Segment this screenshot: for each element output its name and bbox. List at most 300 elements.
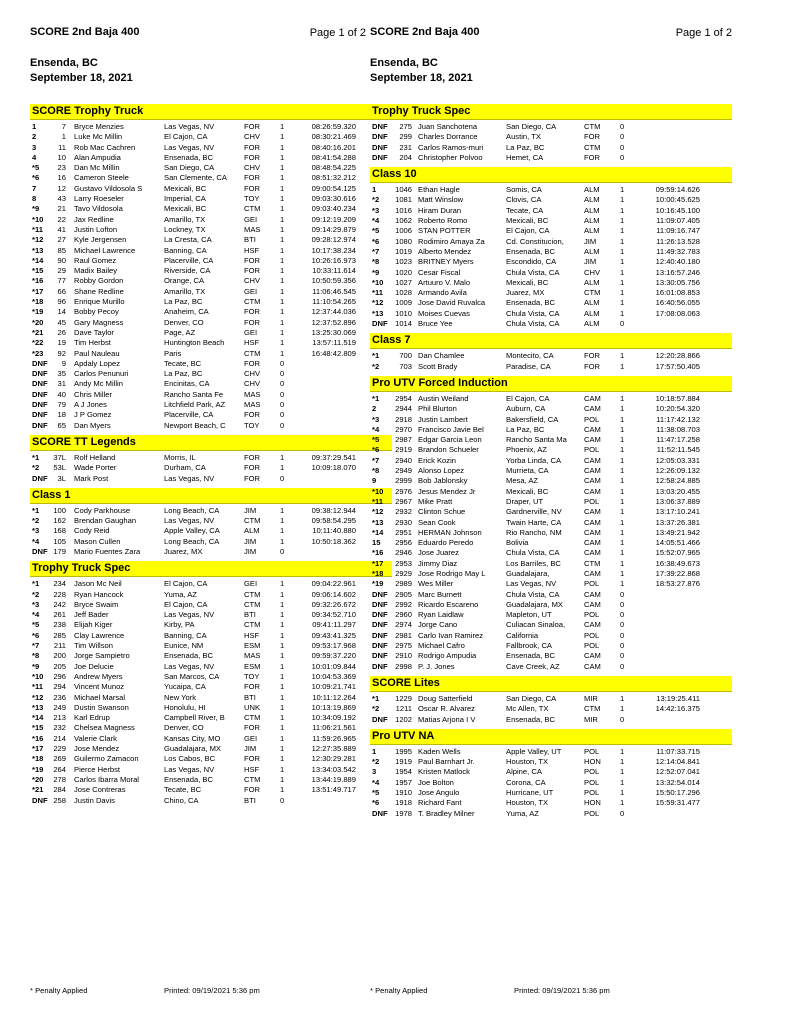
laps: 0 bbox=[280, 420, 285, 430]
vehicle-make: CAM bbox=[584, 404, 601, 414]
laps: 1 bbox=[280, 630, 285, 640]
laps: 1 bbox=[280, 516, 285, 526]
laps: 0 bbox=[620, 589, 625, 599]
laps: 1 bbox=[280, 224, 285, 234]
result-row bbox=[30, 744, 392, 754]
hometown: Austin, TX bbox=[506, 132, 541, 142]
result-row bbox=[370, 394, 732, 404]
elapsed-time: 14:42:16.375 bbox=[655, 704, 700, 714]
vehicle-make: ALM bbox=[584, 277, 600, 287]
laps: 1 bbox=[620, 414, 625, 424]
driver-name: J P Gomez bbox=[74, 410, 112, 420]
car-number: 11 bbox=[58, 142, 66, 152]
elapsed-time: 09:03:40.234 bbox=[311, 204, 356, 214]
vehicle-make: FOR bbox=[244, 682, 261, 692]
finish-position: *6 bbox=[372, 445, 380, 455]
car-number: 1046 bbox=[395, 185, 412, 195]
elapsed-time: 09:14:29.879 bbox=[311, 224, 356, 234]
result-row bbox=[370, 278, 732, 288]
hometown: Mexicali, BC bbox=[506, 277, 549, 287]
elapsed-time: 11:38:08.703 bbox=[656, 424, 700, 434]
driver-name: Dave Taylor bbox=[74, 327, 114, 337]
elapsed-time: 12:40:40.180 bbox=[655, 257, 700, 267]
vehicle-make: BTI bbox=[244, 795, 256, 805]
driver-name: Scott Brady bbox=[418, 361, 458, 371]
vehicle-make: ALM bbox=[584, 246, 600, 256]
finish-position: *1 bbox=[32, 505, 40, 515]
result-row bbox=[30, 276, 392, 286]
finish-position: *4 bbox=[372, 424, 380, 434]
finish-position: 2 bbox=[32, 132, 37, 142]
driver-name: Bobby Pecoy bbox=[74, 307, 119, 317]
finish-position: *14 bbox=[372, 527, 384, 537]
hometown: Escondido, CA bbox=[506, 257, 557, 267]
vehicle-make: POL bbox=[584, 496, 600, 506]
finish-position: *6 bbox=[372, 798, 380, 808]
result-row bbox=[370, 704, 732, 714]
elapsed-time: 11:59:26.965 bbox=[312, 733, 356, 743]
laps: 1 bbox=[280, 142, 285, 152]
driver-name: Paul Nauleau bbox=[74, 348, 120, 358]
result-row bbox=[370, 778, 732, 788]
vehicle-make: FOR bbox=[584, 152, 601, 162]
finish-position: *2 bbox=[372, 704, 380, 714]
hometown: Juarez, MX bbox=[506, 288, 545, 298]
hometown: Ensenada, BC bbox=[164, 651, 213, 661]
hometown: Encinitas, CA bbox=[164, 379, 210, 389]
vehicle-make: CAM bbox=[584, 393, 601, 403]
elapsed-time: 10:11:40.880 bbox=[312, 526, 356, 536]
car-number: 10 bbox=[57, 152, 66, 162]
result-row bbox=[30, 297, 392, 307]
elapsed-time: 10:26:16.973 bbox=[311, 255, 356, 265]
driver-name: Artuuro V. Malo bbox=[418, 277, 471, 287]
finish-position: *2 bbox=[372, 195, 380, 205]
hometown: El Cajon, CA bbox=[506, 393, 550, 403]
results-sections bbox=[30, 104, 392, 806]
elapsed-time: 13:03:20.455 bbox=[655, 486, 700, 496]
class-title: Class 7 bbox=[370, 333, 732, 349]
finish-position: *3 bbox=[372, 414, 380, 424]
hometown: Kirby, PA bbox=[164, 620, 195, 630]
finish-position: *16 bbox=[32, 276, 44, 286]
result-row bbox=[370, 631, 732, 641]
elapsed-time: 13:16:57.246 bbox=[655, 267, 700, 277]
vehicle-make: HON bbox=[584, 798, 601, 808]
elapsed-time: 09:37:29.541 bbox=[311, 452, 356, 462]
elapsed-time: 09:04:22.961 bbox=[311, 579, 356, 589]
driver-name: Mario Fuentes Zara bbox=[74, 546, 141, 556]
car-number: 2940 bbox=[395, 455, 412, 465]
elapsed-time: 11:06:46.545 bbox=[312, 286, 356, 296]
laps: 1 bbox=[280, 785, 285, 795]
car-number: 2953 bbox=[395, 558, 412, 568]
finish-position: *16 bbox=[372, 548, 384, 558]
finish-position: DNF bbox=[372, 319, 388, 329]
laps: 1 bbox=[620, 277, 625, 287]
result-row bbox=[370, 456, 732, 466]
laps: 1 bbox=[280, 723, 285, 733]
result-row bbox=[370, 528, 732, 538]
elapsed-time: 14:05:51.466 bbox=[655, 538, 700, 548]
elapsed-time: 10:20:54.320 bbox=[655, 404, 700, 414]
vehicle-make: HON bbox=[584, 757, 601, 767]
car-number: 29 bbox=[57, 266, 66, 276]
finish-position: DNF bbox=[372, 599, 388, 609]
vehicle-make: FOR bbox=[244, 152, 261, 162]
elapsed-time: 11:10:54.265 bbox=[312, 297, 356, 307]
car-number: 2949 bbox=[395, 466, 412, 476]
laps: 1 bbox=[280, 327, 285, 337]
laps: 1 bbox=[620, 404, 625, 414]
vehicle-make: FOR bbox=[244, 785, 261, 795]
driver-name: Cody Parkhouse bbox=[74, 505, 131, 515]
result-row bbox=[370, 415, 732, 425]
finish-position: *14 bbox=[32, 255, 44, 265]
finish-position: *6 bbox=[32, 173, 40, 183]
driver-name: Cesar Fiscal bbox=[418, 267, 461, 277]
car-number: 12 bbox=[57, 183, 66, 193]
vehicle-make: BTI bbox=[244, 610, 256, 620]
laps: 0 bbox=[620, 319, 625, 329]
driver-name: Doug Satterfield bbox=[418, 693, 473, 703]
finish-position: *12 bbox=[372, 298, 384, 308]
event-location: Ensenda, BC bbox=[30, 57, 98, 69]
elapsed-time: 09:43:41.325 bbox=[311, 630, 356, 640]
finish-position: *12 bbox=[32, 235, 44, 245]
car-number: 236 bbox=[53, 692, 66, 702]
elapsed-time: 08:48:54.225 bbox=[311, 163, 356, 173]
hometown: Campbell River, B bbox=[164, 713, 225, 723]
driver-name: Vincent Munoz bbox=[74, 682, 125, 692]
elapsed-time: 12:58:24.885 bbox=[655, 476, 700, 486]
elapsed-time: 10:16:45.100 bbox=[655, 205, 700, 215]
car-number: 2929 bbox=[395, 568, 412, 578]
result-row bbox=[30, 537, 392, 547]
driver-name: Dan Mc Millin bbox=[74, 163, 120, 173]
driver-name: Chelsea Magness bbox=[74, 723, 135, 733]
hometown: Las Vegas, NV bbox=[164, 610, 215, 620]
elapsed-time: 08:26:59.320 bbox=[311, 122, 356, 131]
driver-name: Rodrigo Ampudia bbox=[418, 651, 477, 661]
finish-position: *20 bbox=[32, 774, 44, 784]
hometown: Tecate, CA bbox=[506, 205, 544, 215]
car-number: 228 bbox=[53, 589, 66, 599]
finish-position: *1 bbox=[372, 351, 380, 361]
result-row bbox=[30, 390, 392, 400]
hometown: Chula Vista, CA bbox=[506, 548, 560, 558]
laps: 1 bbox=[620, 195, 625, 205]
car-number: 96 bbox=[57, 297, 66, 307]
hometown: Kansas City, MO bbox=[164, 733, 221, 743]
finish-position: DNF bbox=[372, 620, 388, 630]
driver-name: Carlos Ibarra Moral bbox=[74, 774, 139, 784]
laps: 1 bbox=[620, 798, 625, 808]
finish-position: *8 bbox=[372, 466, 380, 476]
finish-position: *16 bbox=[32, 733, 44, 743]
laps: 0 bbox=[620, 661, 625, 671]
laps: 1 bbox=[280, 255, 285, 265]
laps: 1 bbox=[620, 767, 625, 777]
car-number: 65 bbox=[57, 420, 66, 430]
laps: 0 bbox=[620, 620, 625, 630]
vehicle-make: CTM bbox=[584, 558, 601, 568]
car-number: 234 bbox=[53, 579, 66, 589]
hometown: Riverside, CA bbox=[164, 266, 211, 276]
finish-position: DNF bbox=[372, 589, 388, 599]
vehicle-make: FOR bbox=[244, 142, 261, 152]
hometown: Imperial, CA bbox=[164, 194, 206, 204]
vehicle-make: CTM bbox=[244, 599, 261, 609]
finish-position: DNF bbox=[372, 651, 388, 661]
car-number: 242 bbox=[53, 599, 66, 609]
hometown: Twain Harte, CA bbox=[506, 517, 562, 527]
hometown: Montecito, CA bbox=[506, 351, 554, 361]
car-number: 2905 bbox=[395, 589, 412, 599]
page-column-right bbox=[370, 0, 732, 819]
hometown: La Cresta, CA bbox=[164, 235, 212, 245]
finish-position: *6 bbox=[372, 236, 380, 246]
car-number: 43 bbox=[57, 194, 66, 204]
elapsed-time: 11:47:17.258 bbox=[656, 435, 700, 445]
result-row bbox=[370, 309, 732, 319]
hometown: Auburn, CA bbox=[506, 404, 546, 414]
result-row bbox=[370, 559, 732, 569]
laps: 1 bbox=[620, 558, 625, 568]
laps: 1 bbox=[280, 713, 285, 723]
finish-position: *2 bbox=[32, 463, 40, 473]
laps: 1 bbox=[620, 445, 625, 455]
vehicle-make: JIM bbox=[584, 257, 597, 267]
laps: 1 bbox=[620, 757, 625, 767]
driver-name: Wade Porter bbox=[74, 463, 117, 473]
hometown: Rio Rancho, NM bbox=[506, 527, 562, 537]
laps: 1 bbox=[620, 693, 625, 703]
result-row bbox=[370, 226, 732, 236]
result-row bbox=[30, 526, 392, 536]
hometown: Litchfield Park, AZ bbox=[164, 400, 226, 410]
finish-position: DNF bbox=[32, 473, 48, 483]
result-row bbox=[30, 754, 392, 764]
vehicle-make: CAM bbox=[584, 651, 601, 661]
elapsed-time: 10:01:09.844 bbox=[311, 661, 356, 671]
vehicle-make: FOR bbox=[244, 473, 261, 483]
laps: 1 bbox=[620, 788, 625, 798]
class-section bbox=[370, 729, 732, 819]
class-section bbox=[370, 333, 732, 372]
elapsed-time: 16:40:56.055 bbox=[655, 298, 700, 308]
result-row bbox=[30, 307, 392, 317]
hometown: Juarez, MX bbox=[164, 546, 203, 556]
driver-name: Paul Barnhart Jr. bbox=[418, 757, 475, 767]
car-number: 249 bbox=[53, 702, 66, 712]
hometown: Phoenix, AZ bbox=[506, 445, 547, 455]
car-number: 92 bbox=[57, 348, 66, 358]
elapsed-time: 13:25:30.069 bbox=[311, 327, 356, 337]
driver-name: Raul Gomez bbox=[74, 255, 117, 265]
driver-name: Justin Lambert bbox=[418, 414, 468, 424]
vehicle-make: FOR bbox=[244, 122, 261, 131]
elapsed-time: 17:57:50.405 bbox=[655, 361, 700, 371]
hometown: Long Beach, CA bbox=[164, 505, 220, 515]
hometown: Banning, CA bbox=[164, 630, 207, 640]
result-row bbox=[370, 216, 732, 226]
laps: 1 bbox=[280, 463, 285, 473]
car-number: 2974 bbox=[395, 620, 412, 630]
driver-name: Cameron Steele bbox=[74, 173, 129, 183]
finish-position: *5 bbox=[372, 226, 380, 236]
laps: 1 bbox=[280, 286, 285, 296]
result-row bbox=[370, 507, 732, 517]
hometown: Los Cabos, BC bbox=[164, 754, 216, 764]
vehicle-make: FOR bbox=[244, 266, 261, 276]
hometown: Anaheim, CA bbox=[164, 307, 209, 317]
car-number: 1019 bbox=[395, 246, 412, 256]
vehicle-make: BTI bbox=[244, 692, 256, 702]
hometown: San Diego, CA bbox=[506, 122, 557, 131]
driver-name: Joe Bolton bbox=[418, 777, 454, 787]
laps: 0 bbox=[280, 546, 285, 556]
driver-name: Francisco Javie Bel bbox=[418, 424, 484, 434]
vehicle-make: CAM bbox=[584, 620, 601, 630]
laps: 1 bbox=[280, 599, 285, 609]
vehicle-make: CTM bbox=[584, 704, 601, 714]
driver-name: Pierce Herbst bbox=[74, 764, 121, 774]
hometown: Gardnerville, NV bbox=[506, 507, 562, 517]
car-number: 45 bbox=[57, 317, 66, 327]
elapsed-time: 12:37:44.036 bbox=[311, 307, 356, 317]
car-number: 231 bbox=[399, 142, 412, 152]
hometown: Mexicali, BC bbox=[164, 204, 207, 214]
result-row bbox=[370, 247, 732, 257]
vehicle-make: POL bbox=[584, 777, 600, 787]
elapsed-time: 15:52:07.965 bbox=[655, 548, 700, 558]
elapsed-time: 12:14:04.841 bbox=[655, 757, 700, 767]
laps: 1 bbox=[280, 641, 285, 651]
car-number: 1020 bbox=[395, 267, 412, 277]
laps: 1 bbox=[620, 538, 625, 548]
laps: 0 bbox=[620, 651, 625, 661]
driver-name: Tim Herbst bbox=[74, 338, 111, 348]
elapsed-time: 13:06:37.889 bbox=[655, 496, 700, 506]
finish-position: *7 bbox=[372, 455, 380, 465]
laps: 1 bbox=[620, 455, 625, 465]
driver-name: Rodimiro Amaya Za bbox=[418, 236, 485, 246]
car-number: 2970 bbox=[395, 424, 412, 434]
vehicle-make: TOY bbox=[244, 671, 260, 681]
result-row bbox=[30, 287, 392, 297]
class-section bbox=[370, 167, 732, 329]
results-sections bbox=[370, 104, 732, 819]
hometown: Orange, CA bbox=[164, 276, 205, 286]
page-header bbox=[30, 0, 392, 100]
vehicle-make: FOR bbox=[244, 723, 261, 733]
laps: 0 bbox=[280, 410, 285, 420]
event-title: SCORE 2nd Baja 400 bbox=[30, 26, 140, 38]
laps: 0 bbox=[280, 795, 285, 805]
result-row bbox=[370, 641, 732, 651]
result-row bbox=[370, 185, 732, 195]
finish-position: *4 bbox=[372, 216, 380, 226]
finish-position: *4 bbox=[32, 536, 40, 546]
page-number: Page 1 of 2 bbox=[675, 27, 732, 39]
car-number: 2919 bbox=[395, 445, 412, 455]
driver-name: Tavo Vildosola bbox=[74, 204, 123, 214]
driver-name: Jose David Ruvalca bbox=[418, 298, 486, 308]
car-number: 204 bbox=[399, 152, 412, 162]
hometown: Page, AZ bbox=[164, 327, 196, 337]
result-row bbox=[30, 610, 392, 620]
result-row bbox=[370, 538, 732, 548]
laps: 1 bbox=[280, 764, 285, 774]
footer-printed: Printed: 09/19/2021 5:36 pm bbox=[514, 986, 610, 995]
laps: 1 bbox=[280, 452, 285, 462]
vehicle-make: CHV bbox=[244, 276, 261, 286]
result-row bbox=[30, 194, 392, 204]
vehicle-make: CAM bbox=[584, 661, 601, 671]
finish-position: DNF bbox=[372, 610, 388, 620]
result-row bbox=[30, 153, 392, 163]
driver-name: Hiram Duran bbox=[418, 205, 462, 215]
elapsed-time: 09:41:11.297 bbox=[312, 620, 356, 630]
elapsed-time: 17:39:22.868 bbox=[655, 568, 700, 578]
finish-position: DNF bbox=[32, 410, 48, 420]
hometown: Denver, CO bbox=[164, 723, 204, 733]
hometown: Clovis, CA bbox=[506, 195, 542, 205]
car-number: 1211 bbox=[395, 704, 412, 714]
vehicle-make: CAM bbox=[584, 507, 601, 517]
result-row bbox=[370, 569, 732, 579]
vehicle-make: HSF bbox=[244, 245, 260, 255]
hometown: Yuma, AZ bbox=[164, 589, 197, 599]
driver-name: Valerie Clark bbox=[74, 733, 117, 743]
finish-position: 9 bbox=[372, 476, 377, 486]
hometown: Las Vegas, NV bbox=[164, 122, 215, 131]
vehicle-make: MAS bbox=[244, 400, 261, 410]
car-number: 1028 bbox=[395, 288, 412, 298]
vehicle-make: HSF bbox=[244, 338, 260, 348]
driver-name: Justin Lofton bbox=[74, 224, 118, 234]
vehicle-make: CAM bbox=[584, 538, 601, 548]
finish-position: DNF bbox=[372, 122, 388, 131]
hometown: Las Vegas, NV bbox=[164, 516, 215, 526]
result-row bbox=[370, 757, 732, 767]
vehicle-make: POL bbox=[584, 445, 600, 455]
result-row bbox=[30, 682, 392, 692]
finish-position: 2 bbox=[372, 404, 377, 414]
car-number: 213 bbox=[53, 713, 66, 723]
result-row bbox=[30, 734, 392, 744]
car-number: 21 bbox=[57, 204, 66, 214]
finish-position: *13 bbox=[32, 702, 44, 712]
car-number: 299 bbox=[399, 132, 412, 142]
vehicle-make: CAM bbox=[584, 599, 601, 609]
car-number: 261 bbox=[53, 610, 66, 620]
finish-position: *17 bbox=[32, 286, 44, 296]
laps: 1 bbox=[280, 661, 285, 671]
footer-printed: Printed: 09/19/2021 5:36 pm bbox=[164, 986, 260, 995]
laps: 0 bbox=[280, 389, 285, 399]
car-number: 85 bbox=[57, 245, 66, 255]
finish-position: DNF bbox=[32, 369, 48, 379]
hometown: Alpine, CA bbox=[506, 767, 542, 777]
car-number: 296 bbox=[53, 671, 66, 681]
result-row bbox=[370, 579, 732, 589]
result-row bbox=[370, 662, 732, 672]
hometown: Denver, CO bbox=[164, 317, 204, 327]
finish-position: *18 bbox=[372, 568, 384, 578]
elapsed-time: 13:37:26.381 bbox=[655, 517, 700, 527]
